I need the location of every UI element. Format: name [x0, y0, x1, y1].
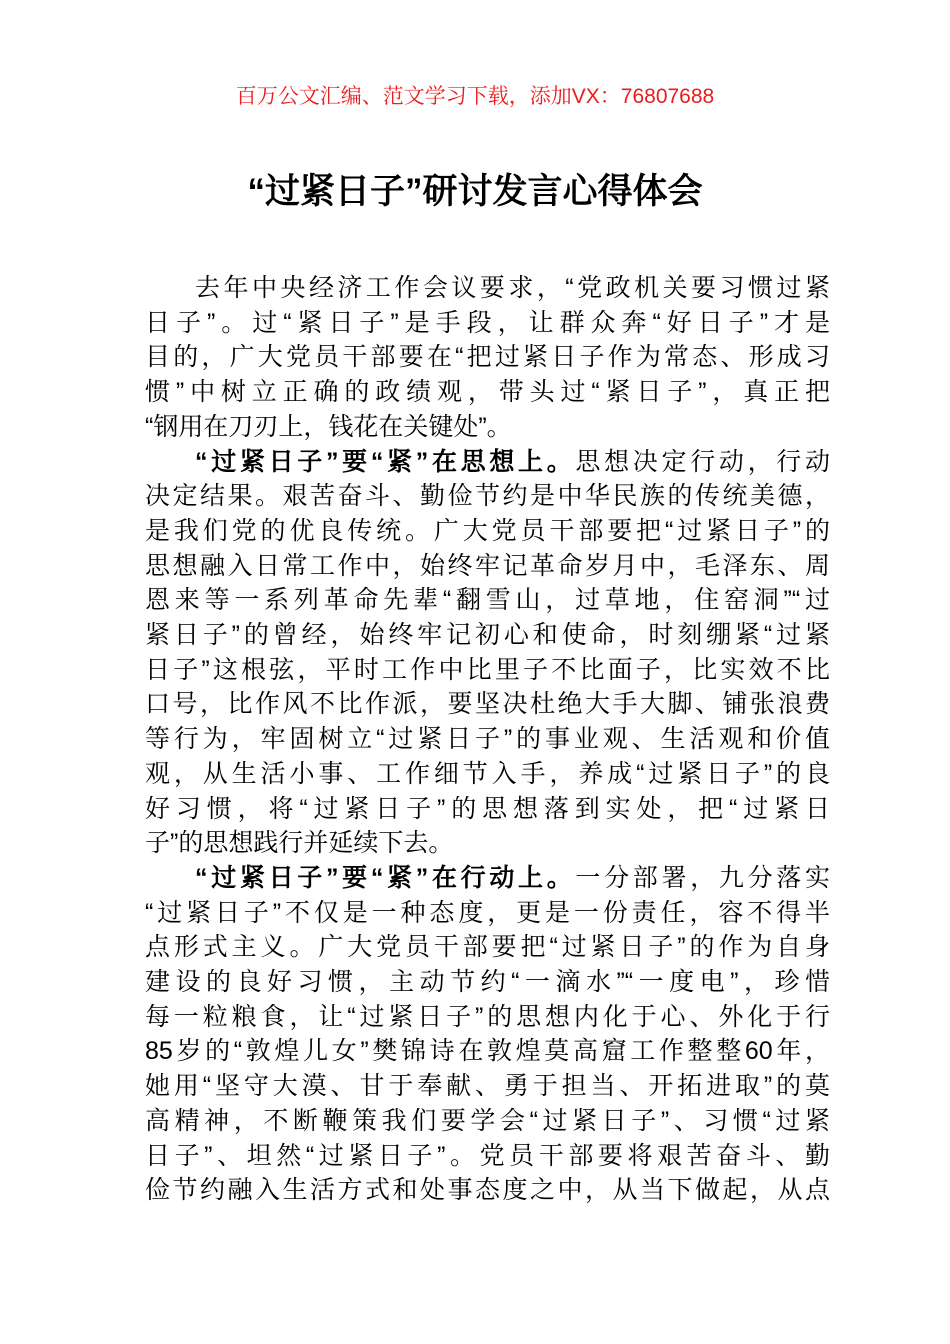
text-line: 日子”。过“紧日子”是手段，让群众奔“好日子”才是	[145, 308, 830, 337]
text-line: 高精神，不断鞭策我们要学会“过紧日子”、习惯“过紧	[145, 1106, 830, 1135]
paragraph-lead-bold: “过紧日子”要“紧”在思想上。	[195, 447, 576, 476]
text-line: 观，从生活小事、工作细节入手，养成“过紧日子”的良	[145, 759, 830, 788]
text-line: 日子”这根弦，平时工作中比里子不比面子，比实效不比	[145, 655, 830, 684]
paragraph-intro	[145, 271, 830, 445]
text-line: 点形式主义。广大党员干部要把“过紧日子”的作为自身	[145, 933, 830, 962]
text-line: 目的，广大党员干部要在“把过紧日子作为常态、形成习	[145, 343, 830, 372]
document-body	[145, 271, 830, 1208]
text-line: 去年中央经济工作会议要求，“党政机关要习惯过紧	[195, 274, 830, 302]
text-line: 思想融入日常工作中，始终牢记革命岁月中，毛泽东、周	[145, 551, 830, 580]
watermark-notice: 百万公文汇编、范文学习下载，添加VX：76807688	[235, 85, 715, 108]
paragraph-lead-bold: “过紧日子”要“紧”在行动上。	[195, 863, 576, 892]
text-line: 口号，比作风不比作派，要坚决杜绝大手大脚、铺张浪费	[145, 690, 830, 719]
paragraph-lead-rest: 思想决定行动，行动	[575, 447, 830, 476]
text-line	[145, 861, 830, 896]
paragraph-thought	[145, 445, 830, 861]
text-line: 85岁的“敦煌儿女”樊锦诗在敦煌莫高窟工作整整60年，	[145, 1037, 830, 1066]
paragraph-action	[145, 861, 830, 1208]
text-line: “过紧日子”不仅是一种态度，更是一份责任，容不得半	[145, 898, 830, 927]
text-line	[145, 445, 830, 480]
text-line: 建设的良好习惯，主动节约“一滴水”“一度电”，珍惜	[145, 968, 830, 997]
text-line: 紧日子”的曾经，始终牢记初心和使命，时刻绷紧“过紧	[145, 621, 830, 650]
text-line: “钢用在刀刃上，钱花在关键处”。	[145, 412, 512, 441]
text-line: 每一粒粮食，让“过紧日子”的思想内化于心、外化于行	[145, 1002, 830, 1031]
text-line: 好习惯，将“过紧日子”的思想落到实处，把“过紧日	[145, 794, 830, 823]
text-line: 惯”中树立正确的政绩观，带头过“紧日子”，真正把	[145, 378, 830, 407]
text-line: 恩来等一系列革命先辈“翻雪山，过草地，住窑洞”“过	[145, 586, 830, 615]
text-line: 她用“坚守大漠、甘于奉献、勇于担当、开拓进取”的莫	[145, 1072, 830, 1101]
paragraph-lead-rest: 一分部署，九分落实	[575, 863, 830, 892]
text-line: 决定结果。艰苦奋斗、勤俭节约是中华民族的传统美德，	[145, 482, 830, 511]
text-line: 日子”、坦然“过紧日子”。党员干部要将艰苦奋斗、勤	[145, 1141, 830, 1170]
text-line: 俭节约融入生活方式和处事态度之中，从当下做起，从点	[145, 1176, 830, 1205]
page-title: “过紧日子”研讨发言心得体会	[247, 172, 703, 211]
text-line: 等行为，牢固树立“过紧日子”的事业观、生活观和价值	[145, 725, 830, 754]
text-line: 是我们党的优良传统。广大党员干部要把“过紧日子”的	[145, 516, 830, 545]
text-line: 子”的思想践行并延续下去。	[145, 829, 454, 858]
